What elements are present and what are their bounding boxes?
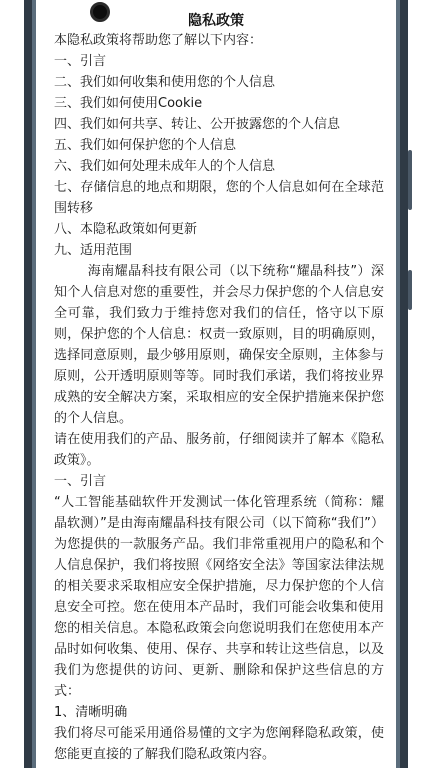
screen[interactable] [38, 0, 394, 768]
introduction-paragraph: “人工智能基础软件开发测试一体化管理系统（简称：耀晶软测）”是由海南耀晶科技有限公司（以下简称“我们”）为您提供的一款服务产品。我们非常重视用户的隐私和个人信息保护，我们将按照《网络安全法》等国家法律法规的相关要求采取相应安全保护措施，尽力保护您的个人信息安全可控。您在使用本产品时，我们可能会收集和使用您的相关信息。本隐私政策会向您说明我们在您使用本产品时如何收集、使用、保存、共享和转让这些信息，以及我们为您提供的访问、更新、删除和保护这些信息的方式： [54, 495, 384, 699]
toc-item: 二、我们如何收集和使用您的个人信息 [54, 75, 276, 90]
section-heading: 一、引言 [54, 474, 107, 489]
read-notice-paragraph: 请在使用我们的产品、服务前，仔细阅读并了解本《隐私政策》。 [54, 432, 384, 468]
front-camera-icon [90, 2, 110, 22]
toc-item: 八、本隐私政策如何更新 [54, 222, 198, 237]
toc-item: 六、我们如何处理未成年人的个人信息 [54, 159, 276, 174]
toc-item: 一、引言 [54, 54, 107, 69]
intro-text: 本隐私政策将帮助您了解以下内容： [54, 33, 263, 48]
frame-edge-right [396, 0, 400, 768]
page-title: 隐私政策 [188, 13, 244, 29]
toc-item: 五、我们如何保护您的个人信息 [54, 138, 237, 153]
toc-item: 九、适用范围 [54, 243, 133, 258]
company-paragraph: 海南耀晶科技有限公司（以下统称“耀晶科技”）深知个人信息对您的重要性，并会尽力保护您的个人信息安全可靠，我们致力于维持您对我们的信任，恪守以下原则，保护您的个人信息：权责一致原则，目的明确原则，选择同意原则，最少够用原则，确保安全原则，主体参与原则，公开透明原则等等。同时我们承诺，我们将按业界成熟的安全解决方案，采取相应的安全保护措施来保护您的个人信息。 [54, 264, 384, 426]
volume-button [408, 150, 412, 210]
clarity-paragraph: 我们将尽可能采用通俗易懂的文字为您阐释隐私政策，使您能更直接的了解我们隐私政策内容。 [54, 726, 384, 762]
toc-item: 四、我们如何共享、转让、公开披露您的个人信息 [54, 117, 341, 132]
frame-edge-left [32, 0, 36, 768]
toc-item: 三、我们如何使用Cookie [54, 96, 203, 111]
toc-item: 七、存储信息的地点和期限，您的个人信息如何在全球范围转移 [54, 180, 384, 216]
subsection-heading: 1、清晰明确 [54, 705, 128, 720]
policy-content[interactable] [54, 30, 384, 765]
power-button [408, 270, 412, 310]
